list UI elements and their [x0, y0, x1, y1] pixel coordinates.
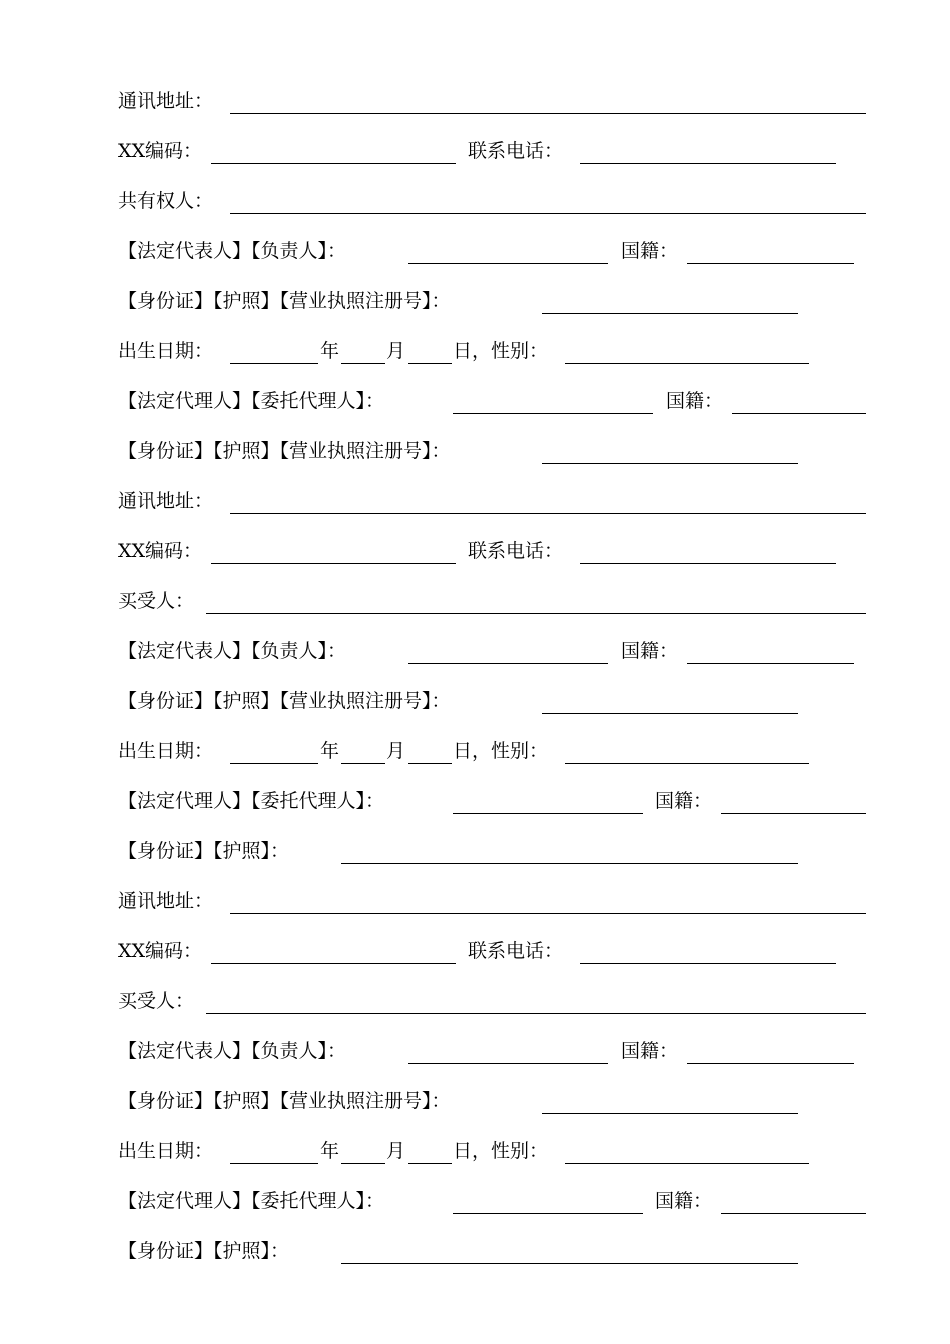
gender-field[interactable]	[565, 363, 809, 364]
address-field[interactable]	[230, 913, 866, 914]
postcode-label: XX编码：	[118, 540, 203, 562]
nationality-field[interactable]	[721, 1213, 866, 1214]
id-row	[118, 1086, 878, 1116]
nationality-field[interactable]	[732, 413, 866, 414]
nationality-label: 国籍：	[621, 240, 679, 262]
birth-row	[118, 1136, 878, 1166]
postcode-label: XX编码：	[118, 140, 203, 162]
phone-field[interactable]	[580, 563, 836, 564]
id-label: 【身份证】【护照】【营业执照注册号】：	[118, 440, 451, 462]
address-field[interactable]	[230, 113, 866, 114]
address-field[interactable]	[230, 513, 866, 514]
agent-field[interactable]	[453, 413, 653, 414]
agent-row	[118, 1186, 878, 1216]
birth-row	[118, 736, 878, 766]
agent-label: 【法定代理人】【委托代理人】：	[118, 790, 385, 812]
nationality-field[interactable]	[687, 263, 854, 264]
nationality-label: 国籍：	[666, 390, 724, 412]
legal-rep-label: 【法定代表人】【负责人】：	[118, 1040, 347, 1062]
postcode-field[interactable]	[211, 963, 456, 964]
phone-label: 联系电话：	[468, 140, 564, 162]
id-field[interactable]	[542, 463, 798, 464]
nationality-label: 国籍：	[621, 640, 679, 662]
year-label: 年	[320, 340, 340, 362]
id-short-field[interactable]	[341, 863, 798, 864]
legal-rep-row	[118, 636, 878, 666]
postcode-phone-row	[118, 536, 878, 566]
month-label: 月	[386, 740, 406, 762]
postcode-field[interactable]	[211, 563, 456, 564]
year-label: 年	[320, 1140, 340, 1162]
nationality-label: 国籍：	[621, 1040, 679, 1062]
id-row	[118, 686, 878, 716]
address-label: 通讯地址：	[118, 490, 214, 512]
address-row	[118, 86, 878, 116]
agent-label: 【法定代理人】【委托代理人】：	[118, 390, 385, 412]
nationality-label: 国籍：	[655, 1190, 713, 1212]
id-short-label: 【身份证】【护照】：	[118, 840, 290, 862]
id-label: 【身份证】【护照】【营业执照注册号】：	[118, 1090, 451, 1112]
birth-day-field[interactable]	[408, 363, 452, 364]
co-owner-label: 共有权人：	[118, 190, 214, 212]
address-row	[118, 486, 878, 516]
month-label: 月	[386, 340, 406, 362]
agent-field[interactable]	[453, 1213, 643, 1214]
birth-day-field[interactable]	[408, 763, 452, 764]
day-gender-label: 日，性别：	[453, 740, 549, 762]
id-label: 【身份证】【护照】【营业执照注册号】：	[118, 290, 451, 312]
buyer-row	[118, 586, 878, 616]
day-gender-label: 日，性别：	[453, 340, 549, 362]
nationality-label: 国籍：	[655, 790, 713, 812]
birth-month-field[interactable]	[341, 763, 385, 764]
birth-year-field[interactable]	[230, 363, 318, 364]
nationality-field[interactable]	[687, 1063, 854, 1064]
agent-label: 【法定代理人】【委托代理人】：	[118, 1190, 385, 1212]
id-short-field[interactable]	[341, 1263, 798, 1264]
birth-label: 出生日期：	[118, 1140, 214, 1162]
buyer-field[interactable]	[206, 1013, 866, 1014]
address-row	[118, 886, 878, 916]
birth-year-field[interactable]	[230, 763, 318, 764]
agent-row	[118, 786, 878, 816]
birth-year-field[interactable]	[230, 1163, 318, 1164]
postcode-phone-row	[118, 136, 878, 166]
legal-rep-row	[118, 1036, 878, 1066]
nationality-field[interactable]	[687, 663, 854, 664]
id-short-row	[118, 836, 878, 866]
legal-rep-field[interactable]	[408, 1063, 608, 1064]
id-field[interactable]	[542, 1113, 798, 1114]
gender-field[interactable]	[565, 1163, 809, 1164]
legal-rep-row	[118, 236, 878, 266]
legal-rep-field[interactable]	[408, 663, 608, 664]
postcode-label: XX编码：	[118, 940, 203, 962]
co-owner-row	[118, 186, 878, 216]
birth-month-field[interactable]	[341, 363, 385, 364]
buyer-row	[118, 986, 878, 1016]
buyer-label: 买受人：	[118, 590, 195, 612]
phone-label: 联系电话：	[468, 940, 564, 962]
legal-rep-field[interactable]	[408, 263, 608, 264]
address-label: 通讯地址：	[118, 890, 214, 912]
legal-rep-label: 【法定代表人】【负责人】：	[118, 240, 347, 262]
birth-day-field[interactable]	[408, 1163, 452, 1164]
agent-row	[118, 386, 878, 416]
legal-rep-label: 【法定代表人】【负责人】：	[118, 640, 347, 662]
birth-label: 出生日期：	[118, 340, 214, 362]
id-field[interactable]	[542, 313, 798, 314]
id-label: 【身份证】【护照】【营业执照注册号】：	[118, 690, 451, 712]
id-field[interactable]	[542, 713, 798, 714]
postcode-field[interactable]	[211, 163, 456, 164]
address-label: 通讯地址：	[118, 90, 214, 112]
id-row	[118, 286, 878, 316]
id-row	[118, 436, 878, 466]
phone-label: 联系电话：	[468, 540, 564, 562]
phone-field[interactable]	[580, 963, 836, 964]
postcode-phone-row	[118, 936, 878, 966]
day-gender-label: 日，性别：	[453, 1140, 549, 1162]
year-label: 年	[320, 740, 340, 762]
co-owner-field[interactable]	[230, 213, 866, 214]
buyer-field[interactable]	[206, 613, 866, 614]
gender-field[interactable]	[565, 763, 809, 764]
nationality-field[interactable]	[721, 813, 866, 814]
agent-field[interactable]	[453, 813, 643, 814]
birth-month-field[interactable]	[341, 1163, 385, 1164]
id-short-row	[118, 1236, 878, 1266]
id-short-label: 【身份证】【护照】：	[118, 1240, 290, 1262]
phone-field[interactable]	[580, 163, 836, 164]
month-label: 月	[386, 1140, 406, 1162]
birth-label: 出生日期：	[118, 740, 214, 762]
buyer-label: 买受人：	[118, 990, 195, 1012]
birth-row	[118, 336, 878, 366]
